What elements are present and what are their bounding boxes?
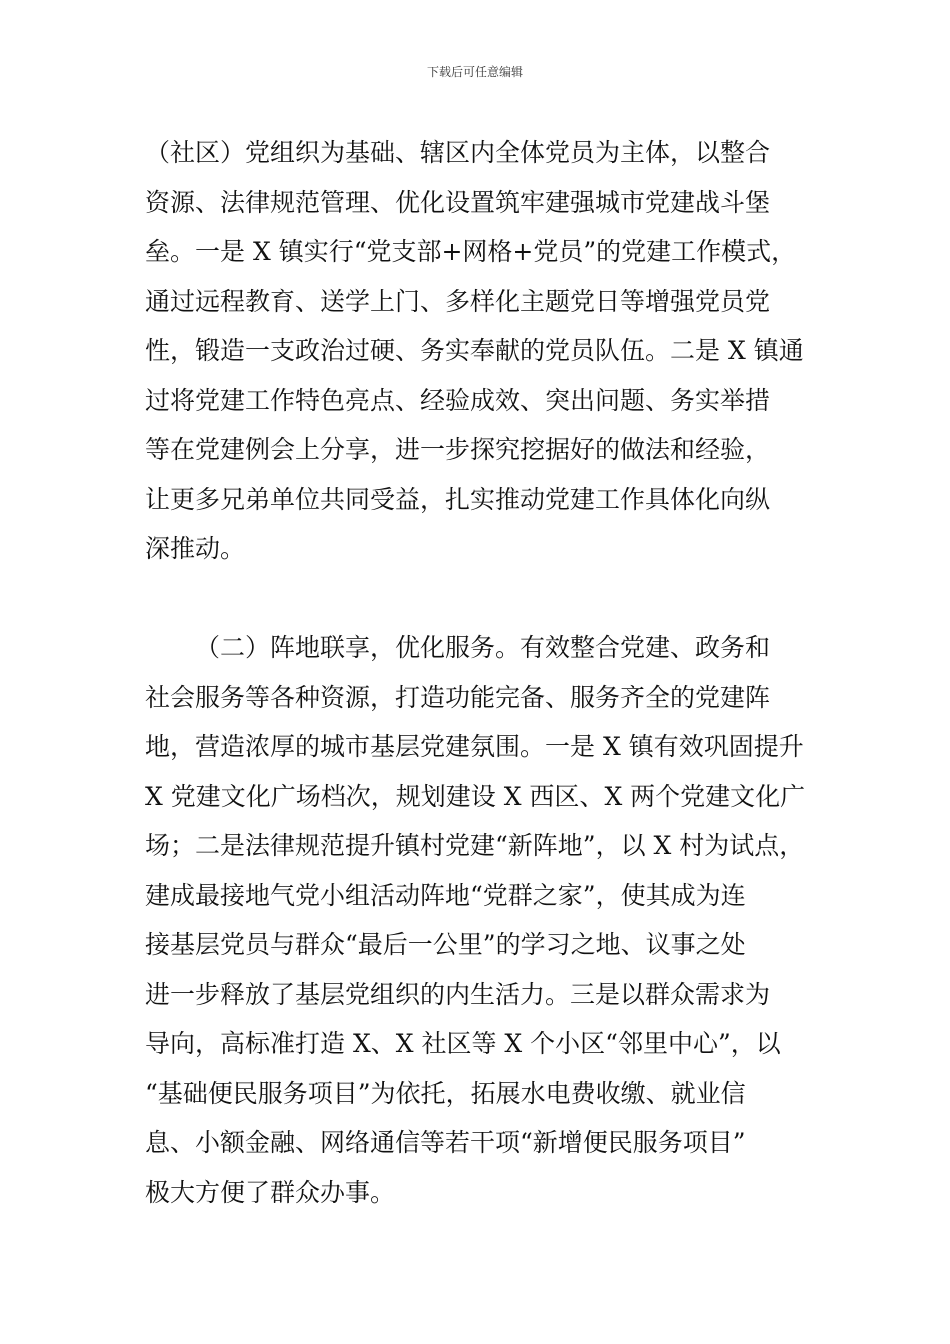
text-line-first: （二）阵地联享，优化服务。有效整合党建、政务和 bbox=[195, 633, 771, 662]
page-header: 下载后可任意编辑 bbox=[426, 65, 523, 79]
text-line: 垒。一是 X 镇实行“党支部+网格+党员”的党建工作模式， bbox=[145, 237, 797, 266]
text-line: 地，营造浓厚的城市基层党建氛围。一是 X 镇有效巩固提升 bbox=[145, 732, 804, 761]
paragraph-2 bbox=[145, 623, 810, 1217]
text-line: “基础便民服务项目”为依托，拓展水电费收缴、就业信 bbox=[145, 1078, 746, 1108]
text-line: 进一步释放了基层党组织的内生活力。三是以群众需求为 bbox=[145, 979, 771, 1009]
text-line: 资源、法律规范管理、优化设置筑牢建强城市党建战斗堡 bbox=[145, 187, 771, 217]
text-line: 息、小额金融、网络通信等若干项“新增便民服务项目” bbox=[145, 1128, 746, 1157]
document-body bbox=[145, 128, 810, 1217]
text-line: 建成最接地气党小组活动阵地“党群之家”，使其成为连 bbox=[145, 880, 746, 910]
text-line: X 党建文化广场档次，规划建设 X 西区、X 两个党建文化广 bbox=[145, 781, 806, 811]
text-line: （社区）党组织为基础、辖区内全体党员为主体，以整合 bbox=[145, 138, 771, 167]
text-line: 极大方便了群众办事。 bbox=[145, 1177, 396, 1207]
text-line: 让更多兄弟单位共同受益，扎实推动党建工作具体化向纵 bbox=[145, 484, 771, 514]
paragraph-gap bbox=[145, 574, 810, 624]
text-line: 导向，高标准打造 X、X 社区等 X 个小区“邻里中心”，以 bbox=[145, 1029, 781, 1058]
text-line: 场；二是法律规范提升镇村党建“新阵地”，以 X 村为试点， bbox=[145, 831, 805, 860]
text-line: 社会服务等各种资源，打造功能完备、服务齐全的党建阵 bbox=[145, 682, 771, 712]
text-line: 等在党建例会上分享，进一步探究挖据好的做法和经验， bbox=[145, 435, 771, 464]
paragraph-1 bbox=[145, 128, 810, 574]
text-line: 过将党建工作特色亮点、经验成效、突出问题、务实举措 bbox=[145, 385, 771, 415]
text-line: 通过远程教育、送学上门、多样化主题党日等增强党员党 bbox=[145, 286, 771, 316]
text-line: 深推动。 bbox=[145, 534, 246, 563]
text-line: 性，锻造一支政治过硬、务实奉献的党员队伍。二是 X 镇通 bbox=[145, 336, 804, 365]
text-line: 接基层党员与群众“最后一公里”的学习之地、议事之处 bbox=[145, 930, 746, 959]
